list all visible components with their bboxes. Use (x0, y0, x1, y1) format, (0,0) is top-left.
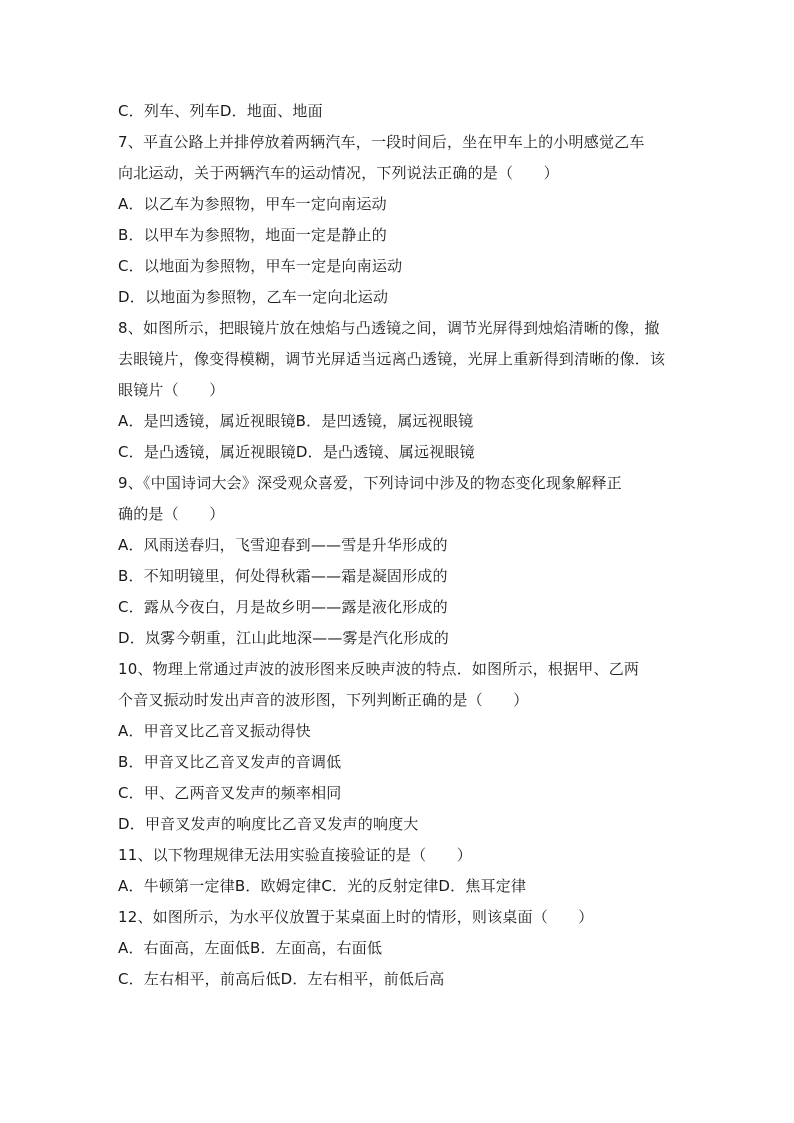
q7-option-b: B．以甲车为参照物，地面一定是静止的 (118, 226, 387, 244)
q9-option-b: B．不知明镜里，何处得秋霜——霜是凝固形成的 (118, 567, 448, 585)
q10-option-a: A．甲音叉比乙音叉振动得快 (118, 722, 311, 740)
q12-option-cd: C．左右相平，前高后低D．左右相平，前低后高 (118, 970, 445, 988)
q8-stem-line-2: 去眼镜片，像变得模糊，调节光屏适当远离凸透镜，光屏上重新得到清晰的像．该 (118, 350, 666, 368)
q9-option-c: C．露从今夜白，月是故乡明——露是液化形成的 (118, 598, 448, 616)
q11-stem: 11、以下物理规律无法用实验直接验证的是（ ） (118, 846, 472, 864)
q7-option-d: D．以地面为参照物，乙车一定向北运动 (118, 288, 389, 306)
q10-option-b: B．甲音叉比乙音叉发声的音调低 (118, 753, 342, 771)
q12-option-ab: A．右面高，左面低B．左面高，右面低 (118, 939, 383, 957)
q8-option-cd: C．是凸透镜，属近视眼镜D．是凸透镜、属远视眼镜 (118, 443, 475, 461)
q9-stem-line-2: 确的是（ ） (118, 505, 225, 523)
q12-stem: 12、如图所示，为水平仪放置于某桌面上时的情形，则该桌面（ ） (118, 908, 594, 926)
q8-stem-line-1: 8、如图所示，把眼镜片放在烛焰与凸透镜之间，调节光屏得到烛焰清晰的像，撤 (118, 319, 660, 337)
q7-option-a: A．以乙车为参照物，甲车一定向南运动 (118, 195, 387, 213)
q6-option-cd: C．列车、列车D．地面、地面 (118, 102, 323, 120)
q11-options: A．牛顿第一定律B．欧姆定律C．光的反射定律D．焦耳定律 (118, 877, 527, 895)
q10-option-d: D．甲音叉发声的响度比乙音叉发声的响度大 (118, 815, 419, 833)
q8-stem-line-3: 眼镜片（ ） (118, 381, 225, 399)
q7-option-c: C．以地面为参照物，甲车一定是向南运动 (118, 257, 403, 275)
q8-option-ab: A．是凹透镜，属近视眼镜B．是凹透镜，属远视眼镜 (118, 412, 474, 430)
q10-stem-line-2: 个音叉振动时发出声音的波形图，下列判断正确的是（ ） (118, 691, 529, 709)
q10-option-c: C．甲、乙两音叉发声的频率相同 (118, 784, 342, 802)
q9-option-a: A．风雨送春归，飞雪迎春到——雪是升华形成的 (118, 536, 448, 554)
document-page (118, 96, 678, 995)
q9-stem-line-1: 9、《中国诗词大会》深受观众喜爱，下列诗词中涉及的物态变化现象解释正 (118, 474, 622, 492)
q7-stem-line-1: 7、平直公路上并排停放着两辆汽车，一段时间后，坐在甲车上的小明感觉乙车 (118, 133, 645, 151)
q7-stem-line-2: 向北运动，关于两辆汽车的运动情况，下列说法正确的是（ ） (118, 164, 559, 182)
q10-stem-line-1: 10、物理上常通过声波的波形图来反映声波的特点．如图所示，根据甲、乙两 (118, 660, 640, 678)
q9-option-d: D．岚雾今朝重，江山此地深——雾是汽化形成的 (118, 629, 449, 647)
